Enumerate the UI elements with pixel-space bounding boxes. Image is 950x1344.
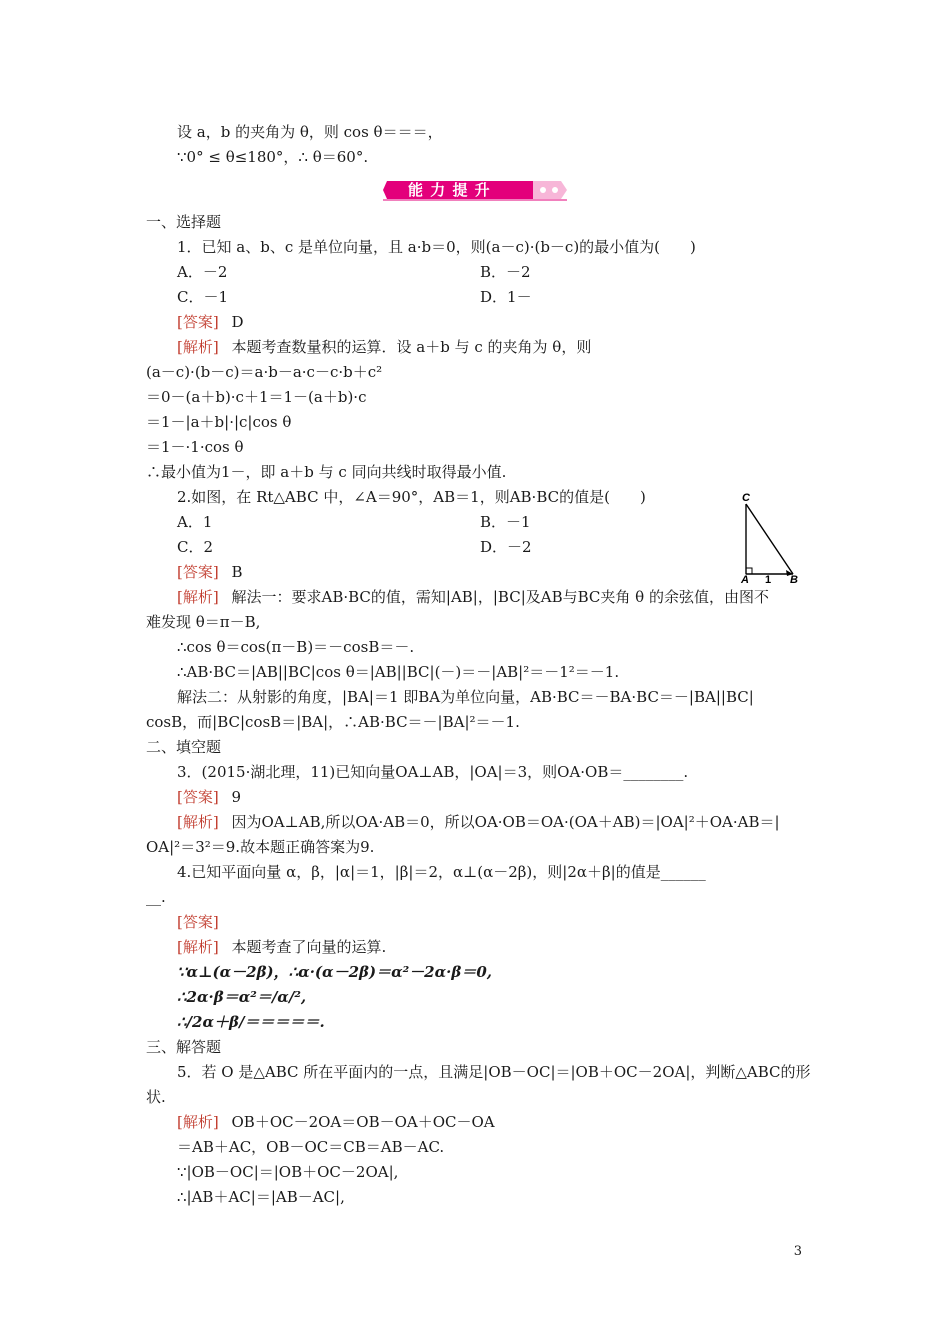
analysis-tag: [解析] bbox=[177, 1113, 219, 1131]
q2-stem: 2.如图，在 Rt△ABC 中，∠A＝90°，AB＝1，则AB·BC的值是( ) bbox=[177, 488, 646, 506]
q1-step-1: (a－c)·(b－c)＝a·b－a·c－c·b＋c² bbox=[146, 363, 383, 381]
q1-step-4: ＝1－·1·cos θ bbox=[146, 438, 244, 456]
q1-step-5: ∴最小值为1－，即 a＋b 与 c 同向共线时取得最小值. bbox=[146, 463, 507, 481]
section-choice: 一、选择题 bbox=[146, 213, 222, 231]
section-solve: 三、解答题 bbox=[146, 1038, 222, 1056]
q4-analysis-row bbox=[177, 937, 386, 957]
q2-step-3: 解法二：从射影的角度，|BA|＝1 即BA为单位向量，AB·BC＝－BA·BC＝－|BA||BC| bbox=[177, 688, 754, 706]
page-number: 3 bbox=[793, 1244, 802, 1259]
q4-answer-row bbox=[177, 912, 219, 932]
analysis-tag: [解析] bbox=[177, 938, 219, 956]
q5-stem-2: 状. bbox=[146, 1088, 166, 1106]
answer-tag: [答案] bbox=[177, 913, 219, 931]
q5-step-1: ＝AB＋AC，OB－OC＝CB＝AB－AC. bbox=[177, 1138, 445, 1156]
q1-stem: 1．已知 a、b、c 是单位向量，且 a·b＝0，则(a－c)·(b－c)的最小值为( ) bbox=[177, 238, 696, 256]
q4-step-3: ∴/2α＋β/＝＝＝＝＝. bbox=[177, 1013, 325, 1031]
q5-analysis: OB＋OC－2OA＝OB－OA＋OC－OA bbox=[231, 1113, 495, 1131]
q1-answer: D bbox=[231, 313, 244, 331]
answer-tag: [答案] bbox=[177, 313, 219, 331]
analysis-tag: [解析] bbox=[177, 588, 219, 606]
figure-label-a: A bbox=[741, 574, 749, 584]
q5-stem-1: 5．若 O 是△ABC 所在平面内的一点，且满足|OB－OC|＝|OB＋OC－2OA|，判断△ABC的形 bbox=[177, 1063, 811, 1081]
triangle-figure bbox=[735, 490, 805, 584]
q1-option-d: D．1－ bbox=[480, 288, 532, 306]
q2-analysis-row bbox=[177, 587, 769, 607]
figure-label-one: 1 bbox=[765, 574, 772, 584]
q3-analysis-1: 因为OA⊥AB,所以OA·AB＝0，所以OA·OB＝OA·(OA＋AB)＝|OA|²＋OA·AB＝| bbox=[231, 813, 780, 831]
q1-option-c: C．－1 bbox=[177, 288, 229, 306]
q2-option-d: D．－2 bbox=[480, 538, 532, 556]
intro-line-1: 设 a，b 的夹角为 θ，则 cos θ＝＝＝， bbox=[177, 123, 443, 141]
analysis-tag: [解析] bbox=[177, 338, 219, 356]
q2-step-2: ∴AB·BC＝|AB||BC|cos θ＝|AB||BC|(－)＝－|AB|²＝－1²＝－1. bbox=[177, 663, 620, 681]
q1-answer-row bbox=[177, 312, 244, 332]
q5-step-3: ∴|AB＋AC|＝|AB－AC|, bbox=[177, 1188, 345, 1206]
q2-option-a: A．1 bbox=[177, 513, 213, 531]
intro-line-2: ∵0° ≤ θ≤180°，∴ θ＝60°. bbox=[177, 148, 369, 166]
q3-stem: 3．(2015·湖北理，11)已知向量OA⊥AB，|OA|＝3，则OA·OB＝________. bbox=[177, 763, 689, 781]
q3-answer-row bbox=[177, 787, 241, 807]
q1-step-2: ＝0－(a＋b)·c＋1＝1－(a＋b)·c bbox=[146, 388, 367, 406]
q2-step-4: cosB，而|BC|cosB＝|BA|，∴AB·BC＝－|BA|²＝－1. bbox=[146, 713, 520, 731]
figure-label-b: B bbox=[790, 574, 798, 584]
q5-step-2: ∵|OB－OC|＝|OB＋OC－2OA|, bbox=[177, 1163, 399, 1181]
q2-answer-row bbox=[177, 562, 243, 582]
q3-answer: 9 bbox=[231, 788, 242, 806]
q4-step-1: ∵α⊥(α－2β)，∴α·(α－2β)＝α²－2α·β＝0, bbox=[177, 963, 493, 981]
q2-option-b: B．－1 bbox=[480, 513, 531, 531]
q2-analysis-1: 解法一：要求AB·BC的值，需知|AB|，|BC|及AB与BC夹角 θ 的余弦值，由图不 bbox=[231, 588, 769, 606]
answer-tag: [答案] bbox=[177, 788, 219, 806]
analysis-tag: [解析] bbox=[177, 813, 219, 831]
q1-analysis-row bbox=[177, 337, 591, 357]
q5-analysis-row bbox=[177, 1112, 495, 1132]
banner-title: 能 力 提 升 bbox=[408, 181, 491, 199]
q2-analysis-2: 难发现 θ＝π－B, bbox=[146, 613, 261, 631]
q2-step-1: ∴cos θ＝cos(π－B)＝－cosB＝－. bbox=[177, 638, 415, 656]
q4-analysis: 本题考查了向量的运算. bbox=[231, 938, 387, 956]
q4-step-2: ∴2α·β＝α²＝/α/², bbox=[177, 988, 307, 1006]
q1-step-3: ＝1－|a＋b|·|c|cos θ bbox=[146, 413, 292, 431]
q1-option-a: A．－2 bbox=[177, 263, 228, 281]
q3-analysis-2: OA|²＝3²＝9.故本题正确答案为9. bbox=[146, 838, 375, 856]
q4-stem-1: 4.已知平面向量 α，β，|α|＝1，|β|＝2，α⊥(α－2β)，则|2α＋β|的值是______ bbox=[177, 863, 706, 881]
q1-analysis: 本题考查数量积的运算．设 a＋b 与 c 的夹角为 θ，则 bbox=[231, 338, 592, 356]
answer-tag: [答案] bbox=[177, 563, 219, 581]
q3-analysis-row bbox=[177, 812, 780, 832]
q2-answer: B bbox=[231, 563, 243, 581]
q1-option-b: B．－2 bbox=[480, 263, 531, 281]
section-fill: 二、填空题 bbox=[146, 738, 222, 756]
q2-option-c: C．2 bbox=[177, 538, 214, 556]
q4-stem-2: __. bbox=[146, 888, 166, 906]
figure-label-c: C bbox=[742, 492, 750, 504]
